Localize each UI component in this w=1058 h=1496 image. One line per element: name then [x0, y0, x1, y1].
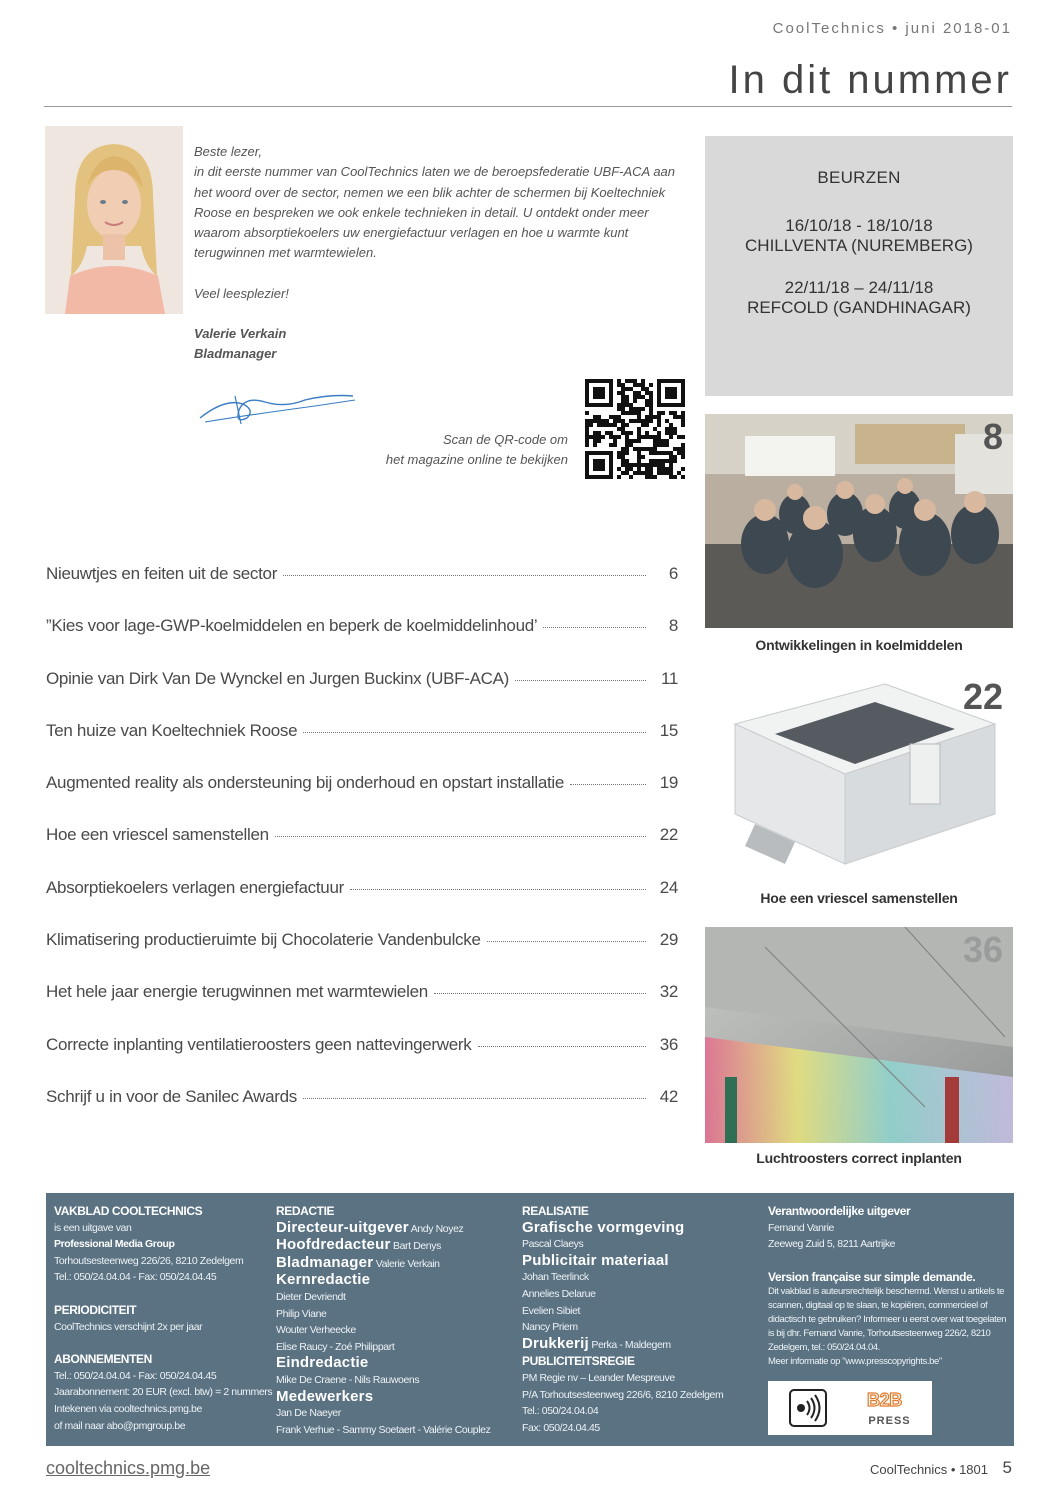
toc-entry[interactable] — [46, 1087, 678, 1139]
colophon-person: Elise Raucy - Zoé Philippart — [276, 1340, 395, 1353]
colophon-role: Drukkerij — [522, 1334, 589, 1352]
colophon-heading: VAKBLAD COOLTECHNICS — [54, 1204, 203, 1218]
footer-magazine-issue: CoolTechnics • 1801 — [869, 1462, 988, 1477]
fair-name: REFCOLD (GANDHINAGAR) — [747, 298, 971, 317]
colophon-role: Grafische vormgeving — [522, 1218, 685, 1236]
toc-entry-page: 32 — [659, 982, 678, 1002]
colophon-role: Hoofdredacteur — [276, 1236, 391, 1254]
fair-dates: 22/11/18 – 24/11/18 — [784, 278, 934, 297]
colophon-person: Jan De Naeyer — [276, 1407, 341, 1420]
colophon-text: Jaarabonnement: 20 EUR (excl. btw) = 2 nummers — [54, 1386, 273, 1399]
toc-entry-page: 19 — [659, 773, 678, 793]
toc-leader-dots — [434, 993, 646, 994]
toc-entry-title: Augmented reality als ondersteuning bij onderhoud en opstart installatie — [46, 773, 565, 793]
toc-entry-page: 29 — [659, 930, 678, 950]
colophon-person: Philip Viane — [276, 1307, 327, 1320]
colophon-heading: ABONNEMENTEN — [54, 1352, 152, 1367]
fair-name: CHILLVENTA (NUREMBERG) — [745, 236, 973, 255]
feature-freezer-cell[interactable] — [705, 674, 1013, 906]
colophon — [46, 1193, 1014, 1446]
toc-entry[interactable] — [46, 773, 678, 825]
page-title: In dit nummer — [728, 58, 1012, 102]
toc-entry[interactable] — [46, 669, 678, 721]
feature-caption: Hoe een vriescel samenstellen — [760, 890, 958, 906]
toc-leader-dots — [487, 941, 646, 942]
colophon-text: PM Regie nv – Leander Mespreuve — [522, 1371, 675, 1384]
colophon-person: Bart Denys — [393, 1240, 441, 1253]
toc-entry[interactable] — [46, 878, 678, 930]
copyright-sound-icon — [788, 1388, 828, 1428]
colophon-person: Johan Teerlinck — [522, 1271, 589, 1284]
toc-entry[interactable] — [46, 930, 678, 982]
seminar-photo — [705, 414, 1013, 628]
feature-page-number: 8 — [982, 416, 1003, 457]
toc-entry-title: Nieuwtjes en feiten uit de sector — [46, 564, 278, 583]
toc-entry-page: 42 — [659, 1086, 678, 1106]
masthead: CoolTechnics • juni 2018-01 — [772, 20, 1012, 37]
colophon-role: Eindredactie — [276, 1354, 369, 1372]
letter-body: in dit eerste nummer van CoolTechnics laten we de beroepsfederatie UBF-ACA aan het woord over de sector, nemen we een blik achter de schermen bij Koeltechniek Roose en bespreken we ook enkele technieken in detail. U ontdekt onder meer waarom absorptiekoelers uw energiefactuur verlagen en hoe u warmte kunt terugwinnen met warmtewielen. — [194, 164, 676, 261]
colophon-role: Kernredactie — [276, 1271, 371, 1289]
colophon-person: Valerie Verkain — [375, 1257, 440, 1270]
freezer-cell-render — [705, 674, 1013, 874]
feature-air-grilles[interactable] — [705, 927, 1013, 1166]
toc-entry-page: 11 — [660, 668, 678, 688]
toc-leader-dots — [543, 627, 646, 628]
fair-item — [705, 278, 1013, 318]
colophon-heading: PUBLICITEITSREGIE — [522, 1354, 635, 1369]
toc-entry[interactable] — [46, 564, 678, 616]
toc-entry-page: 8 — [668, 616, 678, 636]
colophon-text: Tel.: 050/24.04.04 — [522, 1405, 599, 1418]
colophon-responsible-publisher — [768, 1203, 1008, 1369]
feature-caption: Luchtroosters correct inplanten — [756, 1150, 962, 1166]
colophon-person: Nancy Priem — [522, 1321, 578, 1334]
toc-entry[interactable] — [46, 1035, 678, 1087]
ceiling-photo — [705, 927, 1013, 1143]
editorial-letter — [194, 142, 694, 365]
toc-leader-dots — [350, 889, 646, 890]
colophon-publisher — [54, 1203, 274, 1434]
toc-entry-title: ”Kies voor lage-GWP-koelmiddelen en beperk de koelmiddelinhoud’ — [46, 616, 538, 636]
colophon-person: Dieter Devriendt — [276, 1290, 346, 1303]
colophon-heading: Verantwoordelijke uitgever — [768, 1204, 911, 1218]
toc-entry[interactable] — [46, 825, 678, 877]
letter-author: Valerie Verkain — [194, 326, 287, 342]
qr-caption — [386, 430, 568, 470]
title-divider — [44, 106, 1012, 107]
fair-dates: 16/10/18 - 18/10/18 — [785, 216, 933, 235]
toc-leader-dots — [275, 836, 646, 837]
toc-entry-page: 15 — [659, 720, 678, 740]
feature-caption: Ontwikkelingen in koelmiddelen — [755, 637, 963, 653]
toc-entry-title: Schrijf u in voor de Sanilec Awards — [46, 1086, 297, 1106]
toc-entry-title: Ten huize van Koeltechniek Roose — [46, 720, 298, 740]
letter-closing: Veel leesplezier! — [194, 285, 289, 301]
toc-entry-title: Hoe een vriescel samenstellen — [46, 825, 269, 845]
colophon-heading: PERIODICITEIT — [54, 1302, 137, 1317]
fairs-box — [705, 136, 1013, 396]
footer-page-number: 5 — [1002, 1458, 1012, 1477]
b2b-logo-icon — [867, 1389, 913, 1409]
feature-page-number: 36 — [962, 929, 1003, 970]
letter-greeting: Beste lezer, — [194, 144, 262, 159]
svg-text:B2B: B2B — [866, 1390, 902, 1410]
colophon-person: Andy Noyez — [410, 1222, 464, 1235]
toc-entry[interactable] — [46, 616, 678, 668]
toc-leader-dots — [570, 784, 646, 785]
toc-entry-title: Klimatisering productieruimte bij Chocolaterie Vandenbulcke — [46, 930, 481, 950]
colophon-role: Medewerkers — [276, 1387, 374, 1405]
colophon-text: Professional Media Group — [54, 1238, 175, 1251]
colophon-person: Evelien Sibiet — [522, 1304, 581, 1317]
toc-entry-page: 24 — [659, 877, 678, 897]
toc-entry-page: 22 — [659, 825, 678, 845]
qr-code[interactable] — [580, 374, 690, 484]
toc-entry-page: 6 — [668, 564, 678, 583]
colophon-heading: Version française sur simple demande. — [768, 1269, 976, 1284]
feature-page-number: 22 — [962, 676, 1003, 717]
colophon-role: Directeur-uitgever — [276, 1218, 409, 1236]
colophon-production — [522, 1203, 762, 1436]
colophon-person: Mike De Craene - Nils Rauwoens — [276, 1373, 420, 1386]
toc-entry-title: Absorptiekoelers verlagen energiefactuur — [46, 877, 344, 897]
colophon-person: Perka - Maldegem — [591, 1338, 671, 1351]
colophon-person: Wouter Verheecke — [276, 1324, 356, 1337]
colophon-link: Meer informatie op "www.presscopyrights.be" — [768, 1356, 942, 1368]
colophon-legal: Dit vakblad is auteursrechtelijk beschermd. Wenst u artikels te scannen, digitaal op te slaan, te kopiëren, commercieel of didactisch te gebruiken? Informeer u eerst over wat toegelaten is bij dhr. Fernand Vanrie, Torhoutsesteenweg 226/2, 8210 Zedelgem, tel.: 050/24.04.04. — [768, 1286, 1007, 1354]
colophon-person: Annelies Delarue — [522, 1287, 596, 1300]
toc-entry[interactable] — [46, 982, 678, 1034]
qr-caption-line2: het magazine online te bekijken — [385, 452, 568, 467]
colophon-text: Tel.: 050/24.04.04 - Fax: 050/24.04.45 — [54, 1369, 217, 1382]
letter-author-role: Bladmanager — [194, 346, 277, 362]
colophon-heading: REALISATIE — [522, 1204, 589, 1218]
feature-refrigerants[interactable] — [705, 414, 1013, 653]
colophon-editorial — [276, 1203, 516, 1438]
toc-entry-title: Opinie van Dirk Van De Wynckel en Jurgen Buckinx (UBF-ACA) — [46, 668, 510, 688]
toc-leader-dots — [303, 732, 646, 733]
handwritten-signature — [195, 388, 360, 428]
colophon-text: Intekenen via cooltechnics.pmg.be — [54, 1402, 202, 1415]
toc-entry[interactable] — [46, 721, 678, 773]
toc-entry-page: 36 — [659, 1034, 678, 1054]
colophon-text: Tel.: 050/24.04.04 - Fax: 050/24.04.45 — [54, 1271, 217, 1284]
toc-leader-dots — [283, 575, 646, 576]
colophon-text: CoolTechnics verschijnt 2x per jaar — [54, 1320, 203, 1333]
fair-item — [705, 216, 1013, 256]
colophon-text: Fernand Vanrie — [768, 1221, 834, 1234]
colophon-person: Pascal Claeys — [522, 1238, 584, 1251]
colophon-text: Zeeweg Zuid 5, 8211 Aartrijke — [768, 1238, 896, 1251]
table-of-contents — [46, 564, 678, 1139]
toc-leader-dots — [303, 1098, 646, 1099]
toc-entry-title: Het hele jaar energie terugwinnen met warmtewielen — [46, 982, 428, 1002]
qr-caption-line1: Scan de QR-code om — [442, 432, 568, 447]
press-logos — [768, 1381, 932, 1435]
colophon-text: P/A Torhoutsesteenweg 226/6, 8210 Zedelgem — [522, 1388, 724, 1401]
toc-leader-dots — [515, 680, 646, 681]
colophon-heading: REDACTIE — [276, 1204, 335, 1218]
colophon-text: of mail naar abo@pmgroup.be — [54, 1419, 186, 1432]
colophon-text: Fax: 050/24.04.45 — [522, 1421, 600, 1434]
footer-website-link[interactable]: cooltechnics.pmg.be — [46, 1458, 211, 1478]
colophon-text: Torhoutsesteenweg 226/26, 8210 Zedelgem — [54, 1254, 244, 1267]
colophon-role: Publicitair materiaal — [522, 1251, 669, 1269]
editor-portrait — [45, 126, 183, 314]
b2b-press-label: PRESS — [868, 1414, 911, 1427]
colophon-role: Bladmanager — [276, 1253, 374, 1271]
colophon-person: Frank Verhue - Sammy Soetaert - Valérie Couplez — [276, 1423, 491, 1436]
b2b-press-logo — [867, 1389, 913, 1427]
toc-entry-title: Correcte inplanting ventilatieroosters geen nattevingerwerk — [46, 1034, 472, 1054]
colophon-text: is een uitgave van — [54, 1221, 132, 1234]
fairs-title: BEURZEN — [817, 168, 901, 187]
toc-leader-dots — [478, 1046, 647, 1047]
